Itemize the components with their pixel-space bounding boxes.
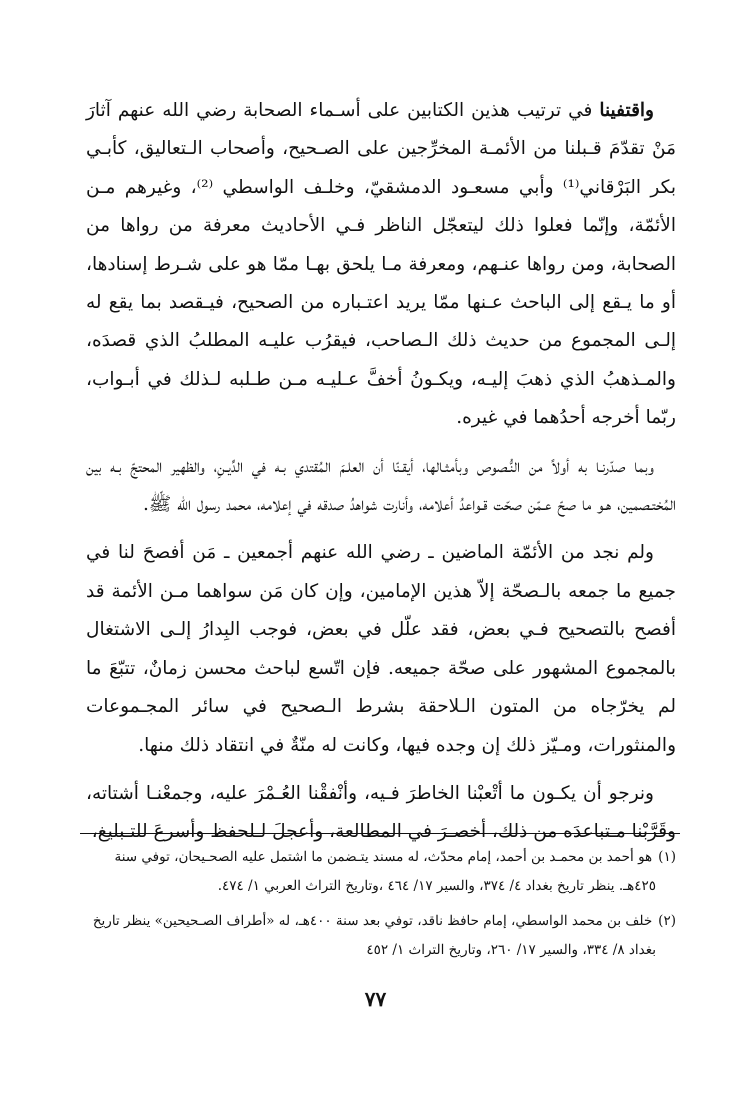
paragraph-2	[86, 448, 676, 525]
main-text	[86, 92, 676, 864]
paragraph-lead-word: واقتفينا	[599, 100, 654, 121]
footnote-2	[86, 907, 676, 965]
paragraph-text: ونرجو أن يكـون ما أتْعبْنا الخاطرَ فـيه، وأنْفقْنا العُـمْرَ عليه، وجمعْنـا أشتاته، وقَرَّبْنا مـتباعدَه من ذلك، أخصـرَ في المطالعة، وأعجلَ لـلحفظ وأسرعَ للتـبليغ،	[86, 782, 676, 843]
paragraph-text: ولم نجد من الأئمّة الماضين ـ رضي الله عنهم أجمعين ـ مَن أفصحَ لنا في جميع ما جمعه بالـصحّة إلاّ هذين الإمامين، وإن كان مَن سواهما مـن الأئمة قد أفصح بالتصحيح فـي بعض، فقد علّل في بعض، فوجب البِدارُ إلـى الاشتغال بالمجموع المشهور على صحّة جميعه. فإن اتّسع لباحث محسن زمانٌ، تتبّعَ ما لم يخرّجاه من المتون الـلاحقة بشرط الـصحيح في سائر المجـموعات والمنثورات، ومـيّز ذلك إن وجده فيها، وكانت له منّةٌ في انتقاد ذلك منها.	[86, 542, 676, 756]
footnote-divider	[80, 833, 680, 834]
footnote-text: خلف بن محمد الواسطي، إمام حافظ ناقد، توفي بعد سنة ٤٠٠هـ، له «أطراف الصـحيحين» ينظر تاريخ	[92, 913, 653, 929]
paragraph-3	[86, 534, 676, 764]
footnote-text-continued: بغداد ٨/ ٣٣٤، والسير ١٧/ ٢٦٠، وتاريخ التراث ١/ ٤٥٢	[366, 942, 656, 958]
footnote-number: (٢)	[658, 913, 676, 929]
footnote-number: (١)	[658, 849, 676, 865]
paragraph-1	[86, 92, 676, 438]
footnote-text: هو أحمد بن محمـد بن أحمد، إمام محدّث، له مسند يتـضمن ما اشتمل عليه الصحـيحان، توفي سنة	[114, 849, 653, 865]
paragraph-text: وبما صدّرنـا به أولاً من النُّـصوص وبأمثـالها، أيقـنّا أن العلـمَ المُقتدي بـه في الدِّيـنِ، والظهير المحتجّ بـه بين المُختـصمين، هـو ما صحّ عـمّن صحّت قـواعدُ أعلامه، وأنارت شواهدُ صدقه في إعلامه، محمد رسول الله ﷺ.	[86, 455, 676, 516]
footnote-1	[86, 843, 676, 901]
paragraph-4	[86, 775, 676, 852]
footnote-text-continued: ٤٢٥هـ. ينظر تاريخ بغداد ٤/ ٣٧٤، والسير ١٧/ ٤٦٤ ،وتاريخ التراث العربي ١/ ٤٧٤.	[217, 878, 656, 894]
footnotes	[86, 843, 676, 971]
page-number: ٧٧	[364, 987, 387, 1011]
paragraph-text: في ترتيب هذين الكتابين على أسـماء الصحابة رضي الله عنهم آثارَ مَنْ تقدّمَ قـبلنا من الأئمـة المخرِّجين على الصـحيح، وأصحاب الـتعاليق، كأبـي بكر البَرْقاني⁽¹⁾ وأبي مسعـود الدمشقيّ، وخلـف الواسطي ⁽²⁾، وغيرهم مـن الأئمّة، وإنّما فعلوا ذلك ليتعجّل الناظر فـي الأحاديث معرفة من رواها من الصحابة، ومن رواها عنـهم، ومعرفة مـا يلحق بهـا ممّا هو على شـرط إسنادها، أو ما يـقع إلى الباحث عـنها ممّا يريد اعتـباره من الصحيح، فيـقصد بما يقع له إلـى المجموع من حديث ذلك الـصاحب، فيقرُب عليـه المطلبُ الذي قصدَه، والمـذهبُ الذي ذهبَ إليـه، ويكـونُ أخفَّ عـليـه مـن طـلبه لـذلك في أبـواب، ربّما أخرجه أحدُهما في غيره.	[86, 100, 677, 429]
